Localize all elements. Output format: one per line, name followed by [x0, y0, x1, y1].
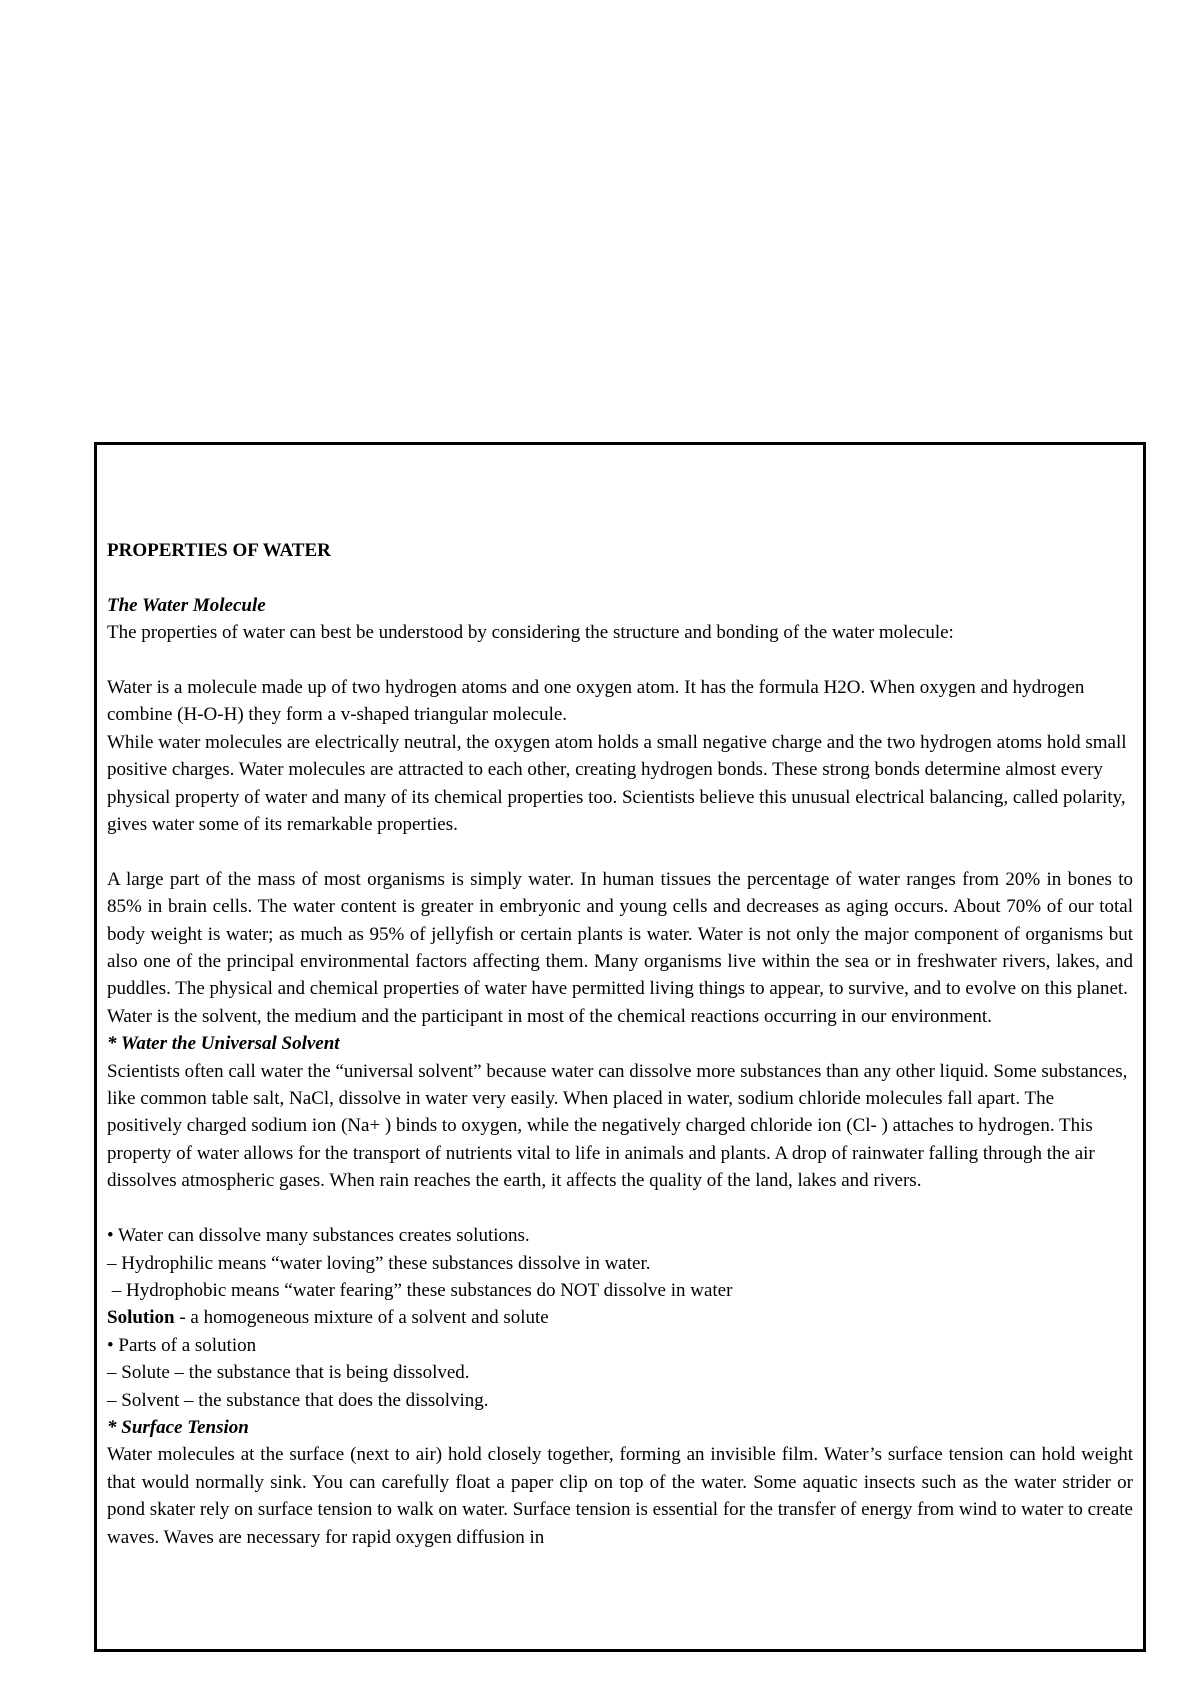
list-item: – Solute – the substance that is being dissolved.: [107, 1362, 470, 1384]
list-item: – Hydrophilic means “water loving” these substances dissolve in water.: [107, 1252, 651, 1274]
document-frame: [94, 442, 1146, 1652]
section-heading-universal-solvent: * Water the Universal Solvent: [107, 1033, 340, 1055]
spacer: [107, 647, 1133, 674]
section-heading-water-molecule: The Water Molecule: [107, 594, 266, 616]
list-item: • Water can dissolve many substances creates solutions.: [107, 1225, 530, 1247]
paragraph-universal-solvent: Scientists often call water the “universal solvent” because water can dissolve more substances than any other liquid. Some substances, like common table salt, NaCl, dissolve in water very easily. When placed in water, sodium chloride molecules fall apart. The positively charged sodium ion (Na+ ) binds to oxygen, while the negatively charged chloride ion (Cl- ) attaches to hydrogen. This property of water allows for the transport of nutrients vital to life in animals and plants. A drop of rainwater falling through the air dissolves atmospheric gases. When rain reaches the earth, it affects the quality of the land, lakes and rivers.: [107, 1060, 1128, 1192]
paragraph-solvent-medium: Water is the solvent, the medium and the participant in most of the chemical reactions occurring in our environment.: [107, 1005, 992, 1027]
paragraph-polarity: While water molecules are electrically neutral, the oxygen atom holds a small negative charge and the two hydrogen atoms hold small positive charges. Water molecules are attracted to each other, creating hydrogen bonds. These strong bonds determine almost every physical property of water and many of its chemical properties too. Scientists believe this unusual electrical balancing, called polarity, gives water some of its remarkable properties.: [107, 731, 1127, 836]
paragraph-intro: The properties of water can best be understood by considering the structure and bonding of the water molecule:: [107, 622, 954, 644]
list-item: – Solvent – the substance that does the dissolving.: [107, 1389, 489, 1411]
solution-def-text: - a homogeneous mixture of a solvent and solute: [174, 1307, 549, 1329]
spacer: [107, 564, 1133, 591]
document-title: PROPERTIES OF WATER: [107, 540, 331, 561]
paragraph-molecule-structure: Water is a molecule made up of two hydrogen atoms and one oxygen atom. It has the formula H2O. When oxygen and hydrogen combine (H-O-H) they form a v-shaped triangular molecule.: [107, 677, 1085, 726]
document-body: [107, 537, 1133, 1551]
list-item: • Parts of a solution: [107, 1334, 257, 1356]
paragraph-surface-tension: Water molecules at the surface (next to air) hold closely together, forming an invisible film. Water’s surface tension can hold weight that would normally sink. You can carefully float a paper clip on top of the water. Some aquatic insects such as the water strider or pond skater rely on surface tension to walk on water. Surface tension is essential for the transfer of energy from wind to water to create waves. Waves are necessary for rapid oxygen diffusion in: [107, 1444, 1133, 1548]
solution-term: Solution: [107, 1307, 175, 1329]
section-heading-surface-tension: * Surface Tension: [107, 1416, 249, 1438]
paragraph-organism-water-content: A large part of the mass of most organisms is simply water. In human tissues the percentage of water ranges from 20% in bones to 85% in brain cells. The water content is greater in embryonic and young cells and decreases as aging occurs. About 70% of our total body weight is water; as much as 95% of jellyfish or certain plants is water. Water is not only the major component of organisms but also one of the principal environmental factors affecting them. Many organisms live within the sea or in freshwater rivers, lakes, and puddles. The physical and chemical properties of water have permitted living things to appear, to survive, and to evolve on this planet.: [107, 868, 1133, 1000]
list-item: – Hydrophobic means “water fearing” these substances do NOT dissolve in water: [107, 1279, 733, 1301]
spacer: [107, 1195, 1133, 1222]
solution-definition: [107, 1304, 1133, 1331]
spacer: [107, 838, 1133, 865]
